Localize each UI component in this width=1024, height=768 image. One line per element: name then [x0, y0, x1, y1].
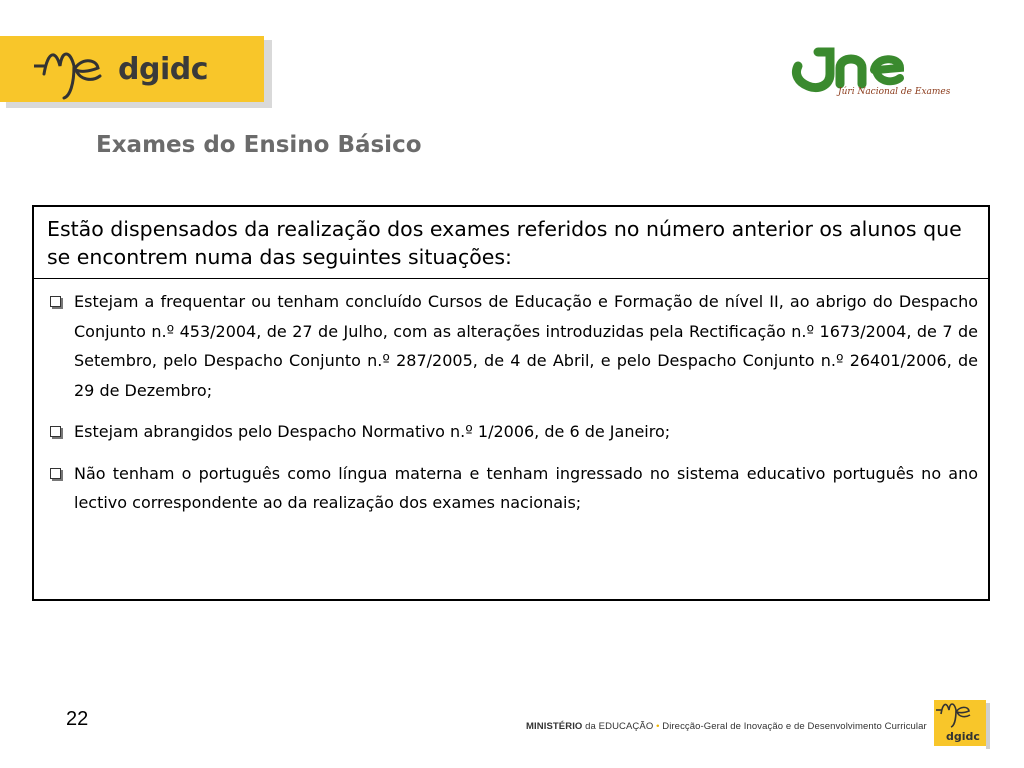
logo-shadow-bottom	[6, 102, 272, 108]
footer-ministry: MINISTÉRIO	[526, 721, 583, 732]
footer-ministry-line	[526, 721, 927, 732]
content-box	[32, 205, 990, 601]
intro-text: Estão dispensados da realização dos exames referidos no número anterior os alunos que se encontrem numa das seguintes situações:	[34, 207, 988, 279]
list-item	[46, 459, 978, 518]
square-bullet-icon	[50, 426, 61, 437]
situation-list	[34, 279, 988, 518]
logo-shadow-right	[264, 40, 272, 106]
list-item-text: Estejam abrangidos pelo Despacho Normativo n.º 1/2006, de 6 de Janeiro;	[74, 422, 671, 441]
footer-separator: •	[656, 721, 660, 732]
dgidc-logo	[0, 36, 264, 102]
square-bullet-icon	[50, 296, 61, 307]
list-item	[46, 287, 978, 405]
jne-logo	[788, 40, 958, 100]
footer-me-emblem-icon	[934, 700, 986, 746]
list-item	[46, 417, 978, 447]
footer-logo-shadow	[986, 703, 990, 749]
svg-text:Júri Nacional de Exames: Júri Nacional de Exames	[838, 87, 951, 97]
list-item-text: Não tenham o português como língua materna e tenham ingressado no sistema educativo português no ano lectivo correspondente ao da realização dos exames nacionais;	[74, 463, 978, 512]
jne-emblem-icon	[788, 40, 958, 100]
footer-dgidc-logo	[934, 700, 986, 746]
footer-ministry-rest: da EDUCAÇÃO	[582, 721, 654, 732]
me-emblem-icon	[30, 44, 120, 100]
square-bullet-icon	[50, 468, 61, 479]
svg-text:dgidc: dgidc	[946, 730, 980, 743]
slide-title: Exames do Ensino Básico	[96, 132, 422, 158]
page-number: 22	[66, 708, 89, 730]
footer-directorate: Direcção-Geral de Inovação e de Desenvolvimento Curricular	[662, 721, 927, 732]
list-item-text: Estejam a frequentar ou tenham concluído Cursos de Educação e Formação de nível II, ao abrigo do Despacho Conjunto n.º 453/2004, de 27 de Julho, com as alterações introduzidas pela Rectificação n.º 1673/2004, de 7 de Setembro, pelo Despacho Conjunto n.º 287/2005, de 4 de Abril, e pelo Despacho Conjunto n.º 26401/2006, de 29 de Dezembro;	[74, 292, 978, 400]
dgidc-wordmark: dgidc	[118, 52, 208, 87]
